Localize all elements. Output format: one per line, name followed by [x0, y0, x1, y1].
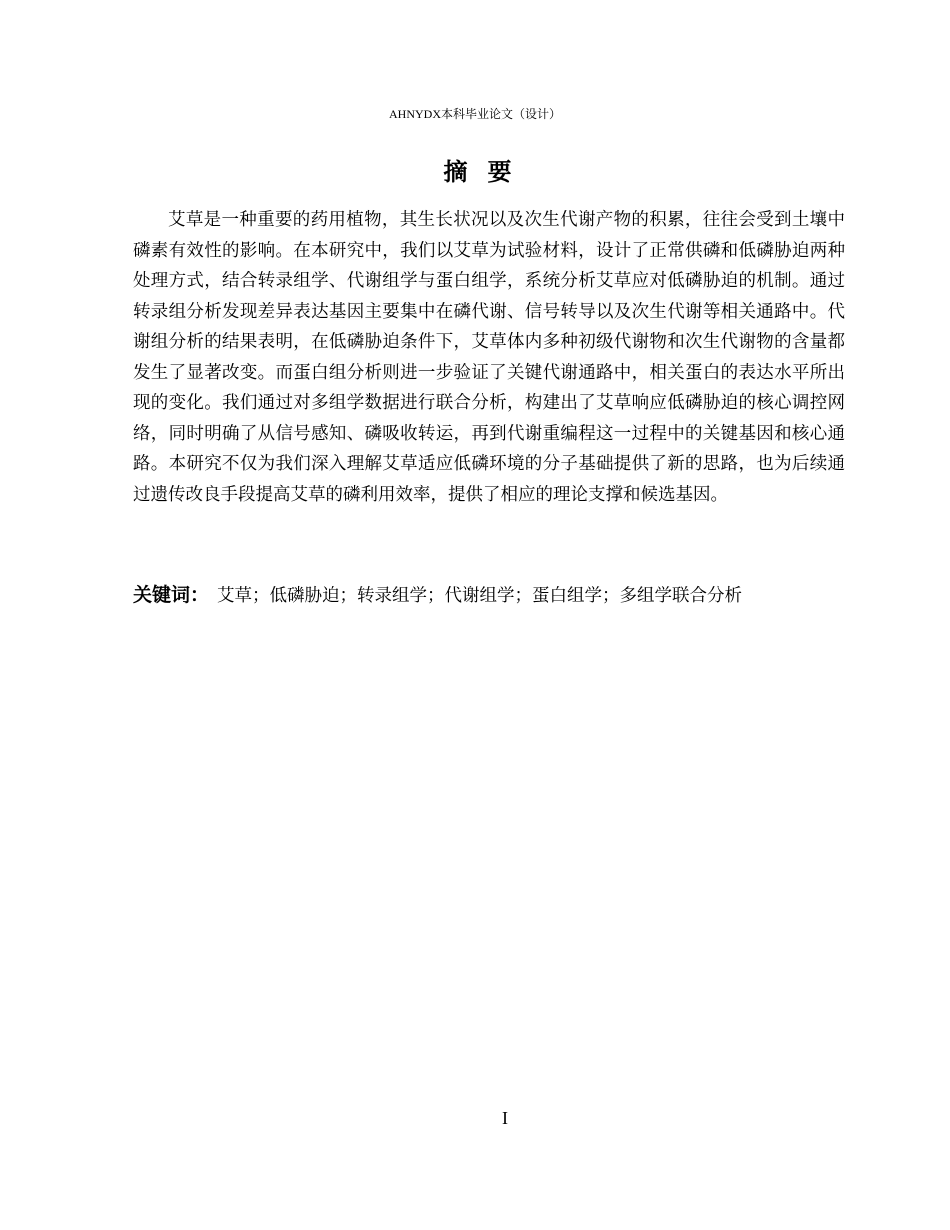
keywords-value: 艾草；低磷胁迫；转录组学；代谢组学；蛋白组学；多组学联合分析 [217, 586, 743, 606]
page-title: 摘要 [443, 158, 532, 186]
running-header: AHNYDX本科毕业论文（设计） [389, 107, 561, 121]
keywords-line [133, 580, 742, 607]
page-number: I [502, 1108, 508, 1128]
keywords-label: 关键词： [133, 584, 210, 606]
abstract-body: 艾草是一种重要的药用植物，其生长状况以及次生代谢产物的积累，往往会受到土壤中磷素有效性的影响。在本研究中，我们以艾草为试验材料，设计了正常供磷和低磷胁迫两种处理方式，结合转录组学、代谢组学与蛋白组学，系统分析艾草应对低磷胁迫的机制。通过转录组分析发现差异表达基因主要集中在磷代谢、信号转导以及次生代谢等相关通路中。代谢组分析的结果表明，在低磷胁迫条件下，艾草体内多种初级代谢物和次生代谢物的含量都发生了显著改变。而蛋白组分析则进一步验证了关键代谢通路中，相关蛋白的表达水平所出现的变化。我们通过对多组学数据进行联合分析，构建出了艾草响应低磷胁迫的核心调控网络，同时明确了从信号感知、磷吸收转运，再到代谢重编程这一过程中的关键基因和核心通路。本研究不仅为我们深入理解艾草适应低磷环境的分子基础提供了新的思路，也为后续通过遗传改良手段提高艾草的磷利用效率，提供了相应的理论支撑和候选基因。 [133, 210, 845, 505]
